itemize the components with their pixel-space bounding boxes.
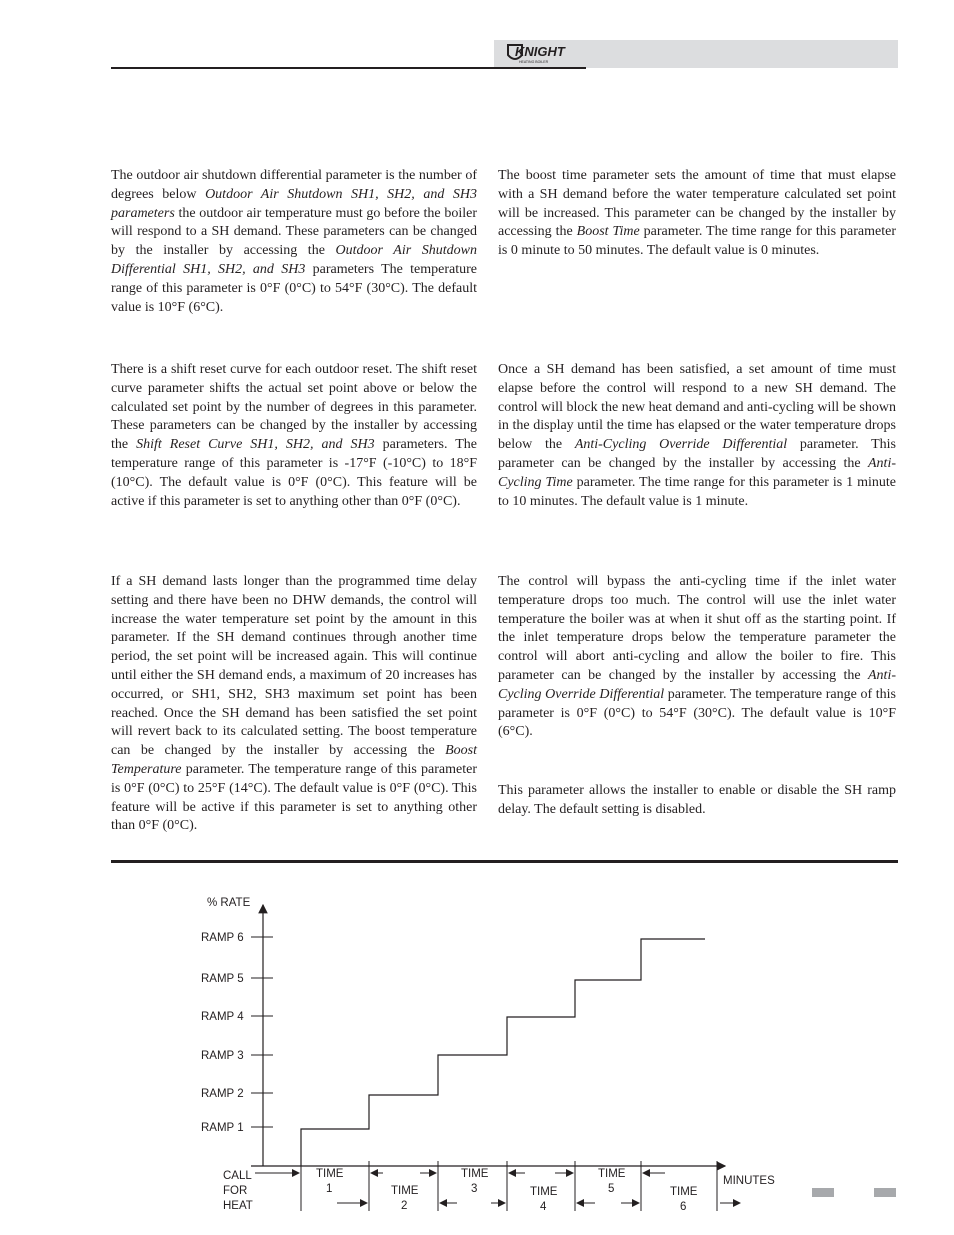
time-1-num: 1 (326, 1183, 333, 1195)
time-2-num: 2 (401, 1200, 408, 1212)
logo-brand: KNIGHT (515, 44, 565, 59)
time-6-num: 6 (680, 1201, 687, 1213)
y-axis-label: % RATE (207, 897, 251, 909)
right-p3: The control will bypass the anti-cycling time if the inlet water temperature drops too much. The control will use the inlet water temperature the boiler was at when it shut off as the starting point. If the inlet temperature drops below the temperature parameter the control will abort anti-cycling and allow the boiler to fire. This parameter can be changed by the installer by accessing the Anti-Cycling Override Differential parameter. The temperature range of this parameter is 0°F (0°C) to 54°F (30°C). The default value is 10°F (6°C). (498, 574, 897, 740)
page-tab-right (874, 1188, 896, 1197)
call-label-3: HEAT (223, 1200, 253, 1212)
time-4-word: TIME (530, 1186, 558, 1198)
ramp-6-label: RAMP 6 (201, 932, 244, 944)
ramp-5-label: RAMP 5 (201, 973, 244, 985)
right-p4: This parameter allows the installer to enable or disable the SH ramp delay. The default setting is disabled. (498, 783, 896, 817)
left-p2: There is a shift reset curve for each outdoor reset. The shift reset curve parameter shifts the actual set point above or below the calculated set point by the number of degrees in this parameter. These parameters can be changed by the installer by accessing the Shift Reset Curve SH1, SH2, and SH3 parameters. The temperature range of this parameter is -17°F (-10°C) to 18°F (10°C). The default value is 0°F (0°C). This feature will be active if this parameter is set to anything other than 0°F (0°C). (111, 362, 478, 509)
right-p1: The boost time parameter sets the amount of time that must elapse with a SH demand before the water temperature calculated set point will be increased. This parameter can be changed by the installer by accessing the Boost Time parameter. The time range for this parameter is 0 minute to 50 minutes. The default value is 0 minutes. (498, 168, 896, 259)
time-1-word: TIME (316, 1168, 344, 1180)
call-label-1: CALL (223, 1170, 252, 1182)
ramp-delay-figure (195, 885, 815, 1215)
left-p3: If a SH demand lasts longer than the programmed time delay setting and there have been no DHW demands, the control will increase the water temperature set point by the amount in this parameter. If the SH demand continues through another time period, the set point will be increased again. This will continue until either the SH demand ends, a maximum of 20 increases has occurred, or SH1, SH2, SH3 maximum set point has been reached. Once the SH demand has been satisfied the set point will revert back to its calculated setting. The boost temperature can be changed by the installer by accessing the Boost Temperature parameter. The temperature range of this parameter is 0°F (0°C) to 25°F (14°C). The default value is 0°F (0°C). This feature will be active if this parameter is set to anything other than 0°F (0°C). (111, 574, 477, 834)
left-p1: The outdoor air shutdown differential parameter is the number of degrees below Outdoor Air Shutdown SH1, SH2, and SH3 parameters the outdoor air temperature must go before the boiler will respond to a SH demand. These parameters can be changed by the installer by accessing the Outdoor Air Shutdown Differential SH1, SH2, and SH3 parameters The temperature range of this parameter is 0°F (0°C) to 54°F (30°C). The default value is 10°F (6°C). (111, 168, 477, 315)
x-axis-label: MINUTES (723, 1175, 775, 1187)
ramp-ticks (251, 937, 273, 1127)
time-5-word: TIME (598, 1168, 626, 1180)
time-2-word: TIME (391, 1185, 419, 1197)
ramp-2-label: RAMP 2 (201, 1088, 244, 1100)
ramp-4-label: RAMP 4 (201, 1011, 244, 1023)
time-3-num: 3 (471, 1183, 478, 1195)
header-rule (111, 67, 586, 69)
section-divider (111, 860, 898, 863)
ramp-3-label: RAMP 3 (201, 1050, 244, 1062)
ramp-1-label: RAMP 1 (201, 1122, 244, 1134)
time-3-word: TIME (461, 1168, 489, 1180)
logo-sub: HEATING BOILER (519, 60, 549, 64)
page-tab-left (812, 1188, 834, 1197)
ramp-staircase (301, 939, 705, 1166)
time-6-word: TIME (670, 1186, 698, 1198)
right-p2: Once a SH demand has been satisfied, a set amount of time must elapse before the control will respond to a new SH demand. The control will block the new heat demand and anti-cycling will be shown in the display until the time has elapsed or the water temperature drops below the Anti-Cycling Override Differential parameter. This parameter can be changed by the installer by accessing the Anti-Cycling Time parameter. The time range for this parameter is 1 minute to 10 minutes. The default value is 1 minute. (498, 362, 896, 509)
time-5-num: 5 (608, 1183, 615, 1195)
time-4-num: 4 (540, 1201, 547, 1213)
call-label-2: FOR (223, 1185, 248, 1197)
knight-logo (505, 41, 585, 67)
